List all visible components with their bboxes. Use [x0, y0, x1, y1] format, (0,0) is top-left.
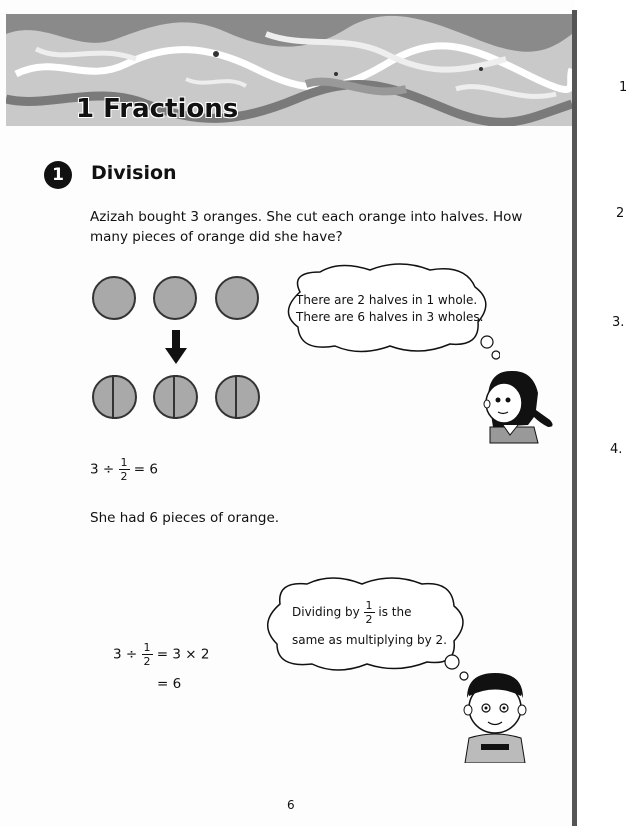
page-number: 6	[287, 798, 295, 812]
orange-half	[235, 375, 260, 419]
fraction-numerator: 1	[120, 456, 128, 469]
whole-orange-2	[153, 276, 197, 320]
equation-2-line-2: = 6	[157, 676, 182, 692]
fraction-numerator: 1	[365, 599, 373, 612]
orange-half	[112, 375, 137, 419]
problem-text: Azizah bought 3 oranges. She cut each orange into halves. How many pieces of orange did she have?	[90, 209, 523, 245]
whole-orange-3	[215, 276, 259, 320]
margin-number-3: 3.	[612, 315, 625, 330]
fraction-denominator: 2	[120, 470, 128, 483]
fraction-one-half	[364, 599, 375, 626]
fraction-one-half	[119, 456, 130, 483]
thought-2-post: is the	[378, 605, 412, 619]
equation-1-left: 3 ÷	[90, 461, 115, 478]
fraction-denominator: 2	[365, 613, 373, 626]
answer-text: She had 6 pieces of orange.	[90, 510, 280, 526]
equation-1	[90, 456, 158, 483]
thought-2-line-2: same as multiplying by 2.	[292, 633, 447, 647]
fraction-numerator: 1	[143, 641, 151, 654]
thought-2-pre: Dividing by	[292, 605, 360, 619]
fraction-one-half	[142, 641, 153, 668]
equation-1-right: = 6	[133, 461, 158, 478]
margin-number-2: 2	[616, 206, 625, 221]
section-number-badge: 1	[44, 161, 72, 189]
section-title: Division	[91, 162, 177, 184]
thought-1-line-2: There are 6 halves in 3 wholes.	[296, 310, 484, 324]
girl-illustration	[468, 365, 558, 445]
orange-half	[173, 375, 198, 419]
margin-number-1: 1	[619, 80, 628, 95]
equation-2	[113, 641, 209, 668]
down-arrow-icon	[165, 330, 187, 364]
whole-orange-1	[92, 276, 136, 320]
thought-2-line-1	[292, 599, 411, 626]
thought-bubble-2	[262, 576, 477, 686]
equation-2-left: 3 ÷	[113, 646, 138, 663]
thought-1-line-1: There are 2 halves in 1 whole.	[296, 293, 478, 307]
boy-illustration	[455, 668, 535, 763]
margin-number-4: 4.	[610, 442, 623, 457]
fraction-denominator: 2	[143, 655, 151, 668]
equation-2-right: = 3 × 2	[156, 646, 210, 663]
page-edge-divider	[572, 10, 577, 826]
chapter-banner	[6, 14, 572, 126]
chapter-title: 1 Fractions	[76, 94, 239, 124]
